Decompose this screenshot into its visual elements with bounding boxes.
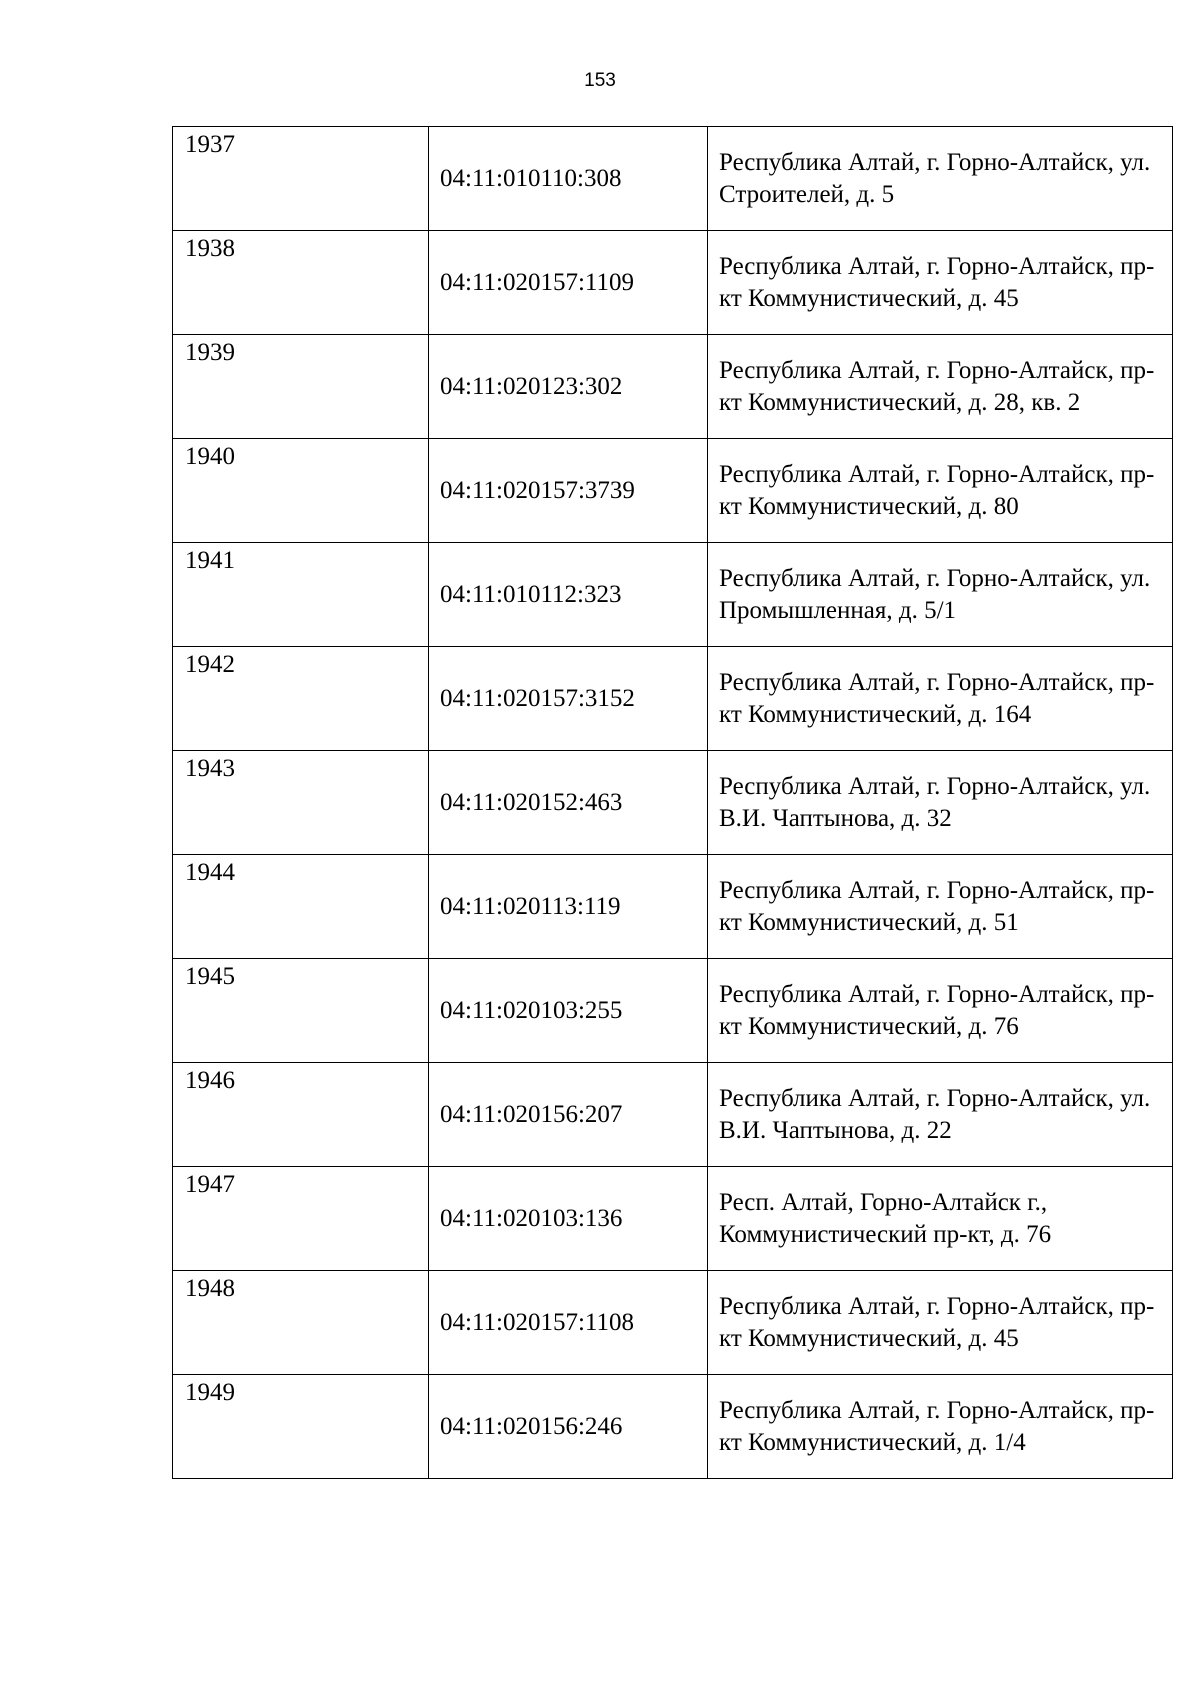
row-number-cell: 1938 — [173, 231, 429, 335]
row-number-cell: 1941 — [173, 543, 429, 647]
table-row — [173, 751, 1173, 855]
address-cell: Республика Алтай, г. Горно-Алтайск, ул. В.И. Чаптынова, д. 22 — [708, 1063, 1173, 1167]
row-number-cell: 1942 — [173, 647, 429, 751]
cadastral-number-cell: 04:11:020157:1108 — [429, 1271, 708, 1375]
table-row — [173, 855, 1173, 959]
table-row — [173, 231, 1173, 335]
row-number-cell: 1947 — [173, 1167, 429, 1271]
table-row — [173, 335, 1173, 439]
address-cell: Республика Алтай, г. Горно-Алтайск, пр-кт Коммунистический, д. 45 — [708, 231, 1173, 335]
cadastral-number-cell: 04:11:020152:463 — [429, 751, 708, 855]
row-number-cell: 1945 — [173, 959, 429, 1063]
table-row — [173, 1167, 1173, 1271]
row-number-cell: 1940 — [173, 439, 429, 543]
cadastral-number-cell: 04:11:020103:255 — [429, 959, 708, 1063]
cadastral-number-cell: 04:11:020103:136 — [429, 1167, 708, 1271]
table-row — [173, 1271, 1173, 1375]
address-cell: Республика Алтай, г. Горно-Алтайск, пр-кт Коммунистический, д. 80 — [708, 439, 1173, 543]
cadastral-number-cell: 04:11:020157:3152 — [429, 647, 708, 751]
address-cell: Республика Алтай, г. Горно-Алтайск, пр-кт Коммунистический, д. 1/4 — [708, 1375, 1173, 1479]
cadastral-number-cell: 04:11:010112:323 — [429, 543, 708, 647]
address-cell: Республика Алтай, г. Горно-Алтайск, ул. Промышленная, д. 5/1 — [708, 543, 1173, 647]
address-cell: Республика Алтай, г. Горно-Алтайск, пр-кт Коммунистический, д. 76 — [708, 959, 1173, 1063]
table-row — [173, 543, 1173, 647]
cadastral-number-cell: 04:11:020156:207 — [429, 1063, 708, 1167]
property-registry-table — [172, 126, 1173, 1479]
table-body — [173, 127, 1173, 1479]
address-cell: Республика Алтай, г. Горно-Алтайск, пр-кт Коммунистический, д. 164 — [708, 647, 1173, 751]
address-cell: Республика Алтай, г. Горно-Алтайск, пр-кт Коммунистический, д. 51 — [708, 855, 1173, 959]
row-number-cell: 1946 — [173, 1063, 429, 1167]
address-cell: Республика Алтай, г. Горно-Алтайск, ул. В.И. Чаптынова, д. 32 — [708, 751, 1173, 855]
row-number-cell: 1948 — [173, 1271, 429, 1375]
address-cell: Республика Алтай, г. Горно-Алтайск, пр-кт Коммунистический, д. 28, кв. 2 — [708, 335, 1173, 439]
cadastral-number-cell: 04:11:020157:1109 — [429, 231, 708, 335]
cadastral-number-cell: 04:11:010110:308 — [429, 127, 708, 231]
row-number-cell: 1943 — [173, 751, 429, 855]
cadastral-number-cell: 04:11:020156:246 — [429, 1375, 708, 1479]
table-row — [173, 439, 1173, 543]
row-number-cell: 1949 — [173, 1375, 429, 1479]
row-number-cell: 1937 — [173, 127, 429, 231]
address-cell: Республика Алтай, г. Горно-Алтайск, пр-кт Коммунистический, д. 45 — [708, 1271, 1173, 1375]
cadastral-number-cell: 04:11:020157:3739 — [429, 439, 708, 543]
address-cell: Республика Алтай, г. Горно-Алтайск, ул. Строителей, д. 5 — [708, 127, 1173, 231]
row-number-cell: 1939 — [173, 335, 429, 439]
page-number: 153 — [584, 70, 616, 91]
table-row — [173, 959, 1173, 1063]
row-number-cell: 1944 — [173, 855, 429, 959]
table-row — [173, 127, 1173, 231]
cadastral-number-cell: 04:11:020113:119 — [429, 855, 708, 959]
address-cell: Респ. Алтай, Горно-Алтайск г., Коммунистический пр-кт, д. 76 — [708, 1167, 1173, 1271]
table-row — [173, 1375, 1173, 1479]
cadastral-number-cell: 04:11:020123:302 — [429, 335, 708, 439]
table-row — [173, 647, 1173, 751]
table-row — [173, 1063, 1173, 1167]
